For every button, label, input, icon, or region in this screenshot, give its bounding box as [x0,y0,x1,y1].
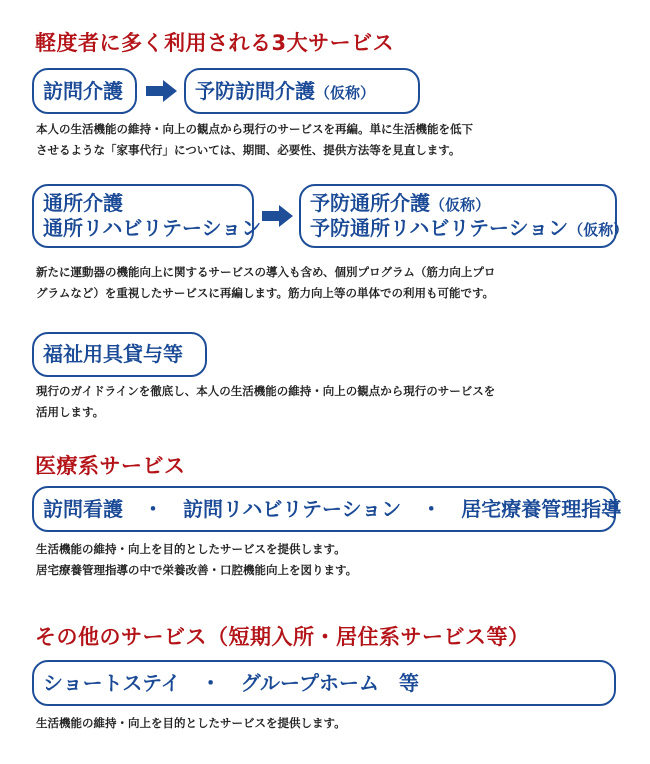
description-line: 居宅療養管理指導の中で栄養改善・口腔機能向上を図ります。 [36,563,358,577]
right-arrow-icon [262,204,294,228]
description-other [36,713,346,734]
service-label-line2: 予防通所リハビリテーション（仮称） [310,216,629,240]
description-line: グラムなど）を重視したサービスに再編します。筋力向上等の単体での利用も可能です。 [36,286,495,300]
service-box-medical [32,486,622,532]
right-arrow-icon [146,79,178,103]
description-line: 本人の生活機能の維持・向上の観点から現行のサービスを再編。単に生活機能を低下 [36,122,473,136]
service-box-preventive-day-care [299,184,629,248]
service-box-day-care [32,184,262,248]
service-box-preventive-home-care [184,68,420,114]
description-medical [36,539,357,581]
service-box-other [32,660,616,706]
description-line: 新たに運動器の機能向上に関するサービスの導入も含め、個別プログラム（筋力向上プロ [36,265,496,279]
description-line: させるような「家事代行」については、期間、必要性、提供方法等を見直します。 [36,143,461,157]
description-item1 [36,119,473,161]
service-label: ショートステイ ・ グループホーム 等 [43,670,419,695]
service-box-home-care [32,68,137,114]
section-heading-other-services: その他のサービス（短期入所・居住系サービス等） [35,625,530,649]
description-item3 [36,381,495,423]
service-label-line1: 通所介護 [43,191,123,215]
description-item2 [36,262,495,304]
description-line: 現行のガイドラインを徹底し、本人の生活機能の維持・向上の観点から現行のサービスを [36,384,496,398]
service-box-welfare-equipment [32,332,207,377]
service-label: 予防訪問介護（仮称） [195,78,376,103]
service-label: 訪問介護 [43,78,123,103]
section-heading-medical-services: 医療系サービス [35,454,186,478]
service-label: 福祉用具貸与等 [43,342,183,366]
description-line: 生活機能の維持・向上を目的としたサービスを提供します。 [36,542,346,556]
service-label-line2: 通所リハビリテーション [43,216,262,240]
section-heading-light-services: 軽度者に多く利用される3大サービス [35,31,395,55]
description-line: 生活機能の維持・向上を目的としたサービスを提供します。 [36,716,346,730]
service-label: 訪問看護 ・ 訪問リハビリテーション ・ 居宅療養管理指導 [43,496,622,521]
description-line: 活用します。 [36,405,105,419]
service-label-line1: 予防通所介護（仮称） [310,191,491,215]
